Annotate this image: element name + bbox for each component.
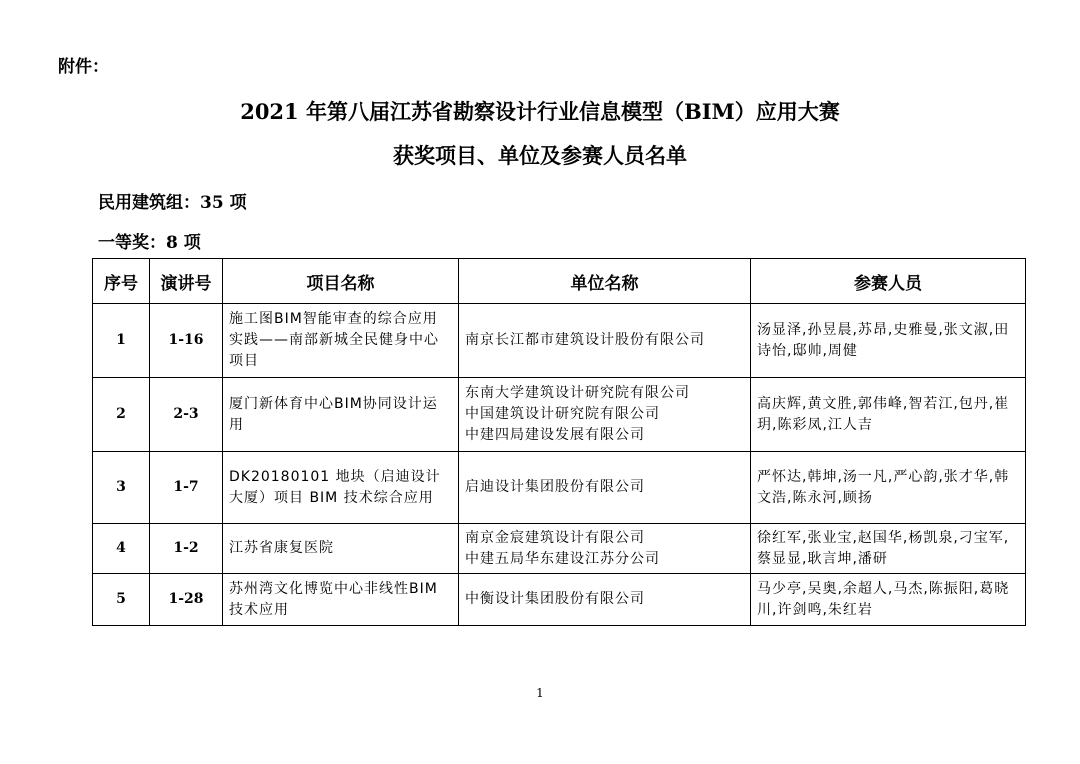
document-subtitle: 获奖项目、单位及参赛人员名单 [393,143,687,168]
attachment-label: 附件： [58,57,109,77]
row-project: 厦门新体育中心BIM协同设计运用 [223,378,459,452]
header-project: 项目名称 [223,259,459,304]
table-row [93,574,1026,626]
row-speech-no: 1-7 [150,452,223,524]
row-participants: 高庆辉,黄文胜,郭伟峰,智若江,包丹,崔玥,陈彩凤,江人吉 [751,378,1026,452]
row-company: 启迪设计集团股份有限公司 [459,452,751,524]
prize-heading: 一等奖：8 项 [98,233,201,253]
header-company: 单位名称 [459,259,751,304]
row-index: 4 [93,524,150,574]
table-row [93,524,1026,574]
row-index: 2 [93,378,150,452]
table-row [93,378,1026,452]
row-speech-no: 1-2 [150,524,223,574]
table-row [93,304,1026,378]
row-index: 3 [93,452,150,524]
row-participants: 马少亭,吴奥,余超人,马杰,陈振阳,葛晓川,许剑鸣,朱红岩 [751,574,1026,626]
row-company: 南京长江都市建筑设计股份有限公司 [459,304,751,378]
row-project: 施工图BIM智能审查的综合应用实践——南部新城全民健身中心项目 [223,304,459,378]
header-speech-no: 演讲号 [150,259,223,304]
row-project: DK20180101 地块（启迪设计大厦）项目 BIM 技术综合应用 [223,452,459,524]
row-company: 南京金宸建筑设计有限公司 中建五局华东建设江苏分公司 [459,524,751,574]
row-participants: 汤显泽,孙昱晨,苏昂,史雅曼,张文淑,田诗怡,邸帅,周健 [751,304,1026,378]
row-project: 江苏省康复医院 [223,524,459,574]
row-participants: 严怀达,韩坤,汤一凡,严心韵,张才华,韩文浩,陈永河,顾扬 [751,452,1026,524]
document-title: 2021 年第八届江苏省勘察设计行业信息模型（BIM）应用大赛 [240,99,840,124]
row-index: 5 [93,574,150,626]
table-header-row [93,259,1026,304]
header-participants: 参赛人员 [751,259,1026,304]
group-heading: 民用建筑组：35 项 [98,193,247,213]
row-project: 苏州湾文化博览中心非线性BIM技术应用 [223,574,459,626]
header-index: 序号 [93,259,150,304]
row-speech-no: 1-16 [150,304,223,378]
row-participants: 徐红军,张业宝,赵国华,杨凯泉,刁宝军,蔡显显,耿言坤,潘研 [751,524,1026,574]
row-speech-no: 1-28 [150,574,223,626]
awards-table [92,258,1026,626]
row-company: 中衡设计集团股份有限公司 [459,574,751,626]
table-row [93,452,1026,524]
row-speech-no: 2-3 [150,378,223,452]
row-index: 1 [93,304,150,378]
page-number: 1 [536,686,544,700]
row-company: 东南大学建筑设计研究院有限公司 中国建筑设计研究院有限公司 中建四局建设发展有限公司 [459,378,751,452]
